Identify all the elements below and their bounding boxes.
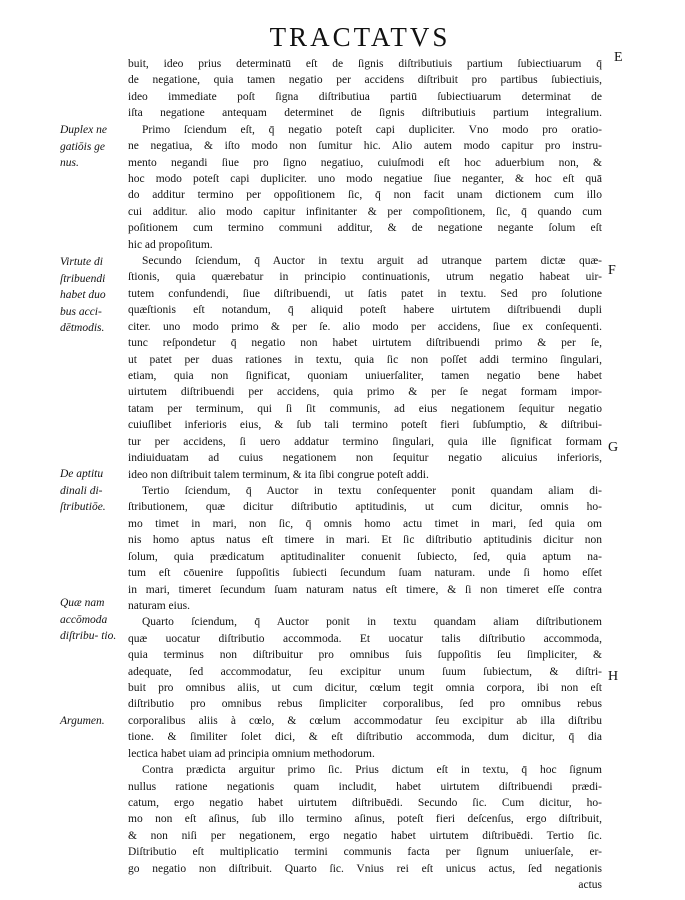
text-line: mo timet in mari, non ſic, q̄ omnis homo actu timet in mari, ſed quia om: [128, 517, 602, 530]
text-line: quia terminus non diſtribuitur pro omnibus ſuis ſuppoſitis ſeu ſimpliciter, &: [128, 649, 602, 662]
text-line: catum, ergo negatio habet uirtutem diſtribuēdi. Secundo ſic. Cum dicitur, ho-: [128, 796, 602, 809]
margin-gloss-accommoda: Quæ nam accōmoda diſtribu- tio.: [60, 597, 117, 642]
margin-letter-f: F: [608, 263, 616, 278]
text-line: diſtributio pro omnibus rebus ſimpliciter corporalibus, ſed pro omnibus rebus: [128, 698, 602, 711]
text-line: uirtutem diſtribuendi per accidens, quia primo & per ſe negat formam impor-: [128, 386, 602, 399]
text-line: iſta negatione antequam determinet de ſignis diſtributiuis partium integralium.: [128, 107, 602, 120]
catchword: actus: [578, 879, 602, 892]
text-line: ſolum, quia prædicatum aptitudinaliter conuenit ſubiecto, ſed, quia aptum na-: [128, 550, 602, 563]
text-line: naturam eius.: [128, 599, 190, 612]
paragraph-contra: [128, 762, 602, 877]
text-line: cui additur. alio modo capitur infinitanter & per compoſitionem, ſic, q̄ quando cum: [128, 205, 602, 218]
text-line: mo non eſt aſinus, ſub illo termino aſinus, poteſt fieri deſcenſus, ergo diſtribuit,: [128, 813, 602, 826]
text-line: buit, ideo prius determinatū eſt de ſignis diſtributiuis partium ſubiectiuarum q̄: [128, 58, 602, 70]
text-line: Primo ſciendum eſt, q̄ negatio poteſt capi dupliciter. Vno modo pro oratio-: [142, 123, 602, 136]
margin-gloss-duplex-negationis: Duplex ne gatiōis ge nus.: [60, 124, 107, 169]
text-line: ideo non diſtribuit talem terminum, & ita ſibi congrue poteſt addi.: [128, 468, 429, 481]
text-line: do additur termino per oppoſitionem ſic, q̄ non facit unam dictionem cum illo: [128, 189, 602, 202]
text-line: ideo immediate poſt ſigna diſtributiua partiū ſubiectiuarum determinat de: [128, 90, 602, 103]
text-line: indiuiduatam ad cuius negationem non ſequitur negatio alicuius inferioris,: [128, 452, 602, 465]
text-line: in mari, timeret ſecundum ſuam naturam natus eſt timere, & ſi non timeret eſſe contra: [128, 583, 602, 596]
main-text-column: [128, 56, 602, 894]
margin-letter-g: G: [608, 440, 619, 455]
paragraph-secundo: [128, 253, 602, 483]
text-line: etiam, quia non ſignificat, quoniam uniuerſaliter, tamen negatio bene habet: [128, 370, 602, 383]
margin-gloss-virtute-distribuendi: Virtute di ſtribuendi habet duo bus acci- dētmodis.: [60, 256, 106, 334]
paragraph-primo: [128, 122, 602, 253]
text-line: & non niſi per negationem, ergo negatio habet uirtutem diſtribuēdi. Tertio ſic.: [128, 829, 602, 842]
catchword-line: [128, 877, 602, 893]
text-line: mento negandi ſiue pro ſigno negatiuo, cuiuſmodi eſt hoc aduerbium non, &: [128, 156, 602, 169]
text-line: hoc modo poteſt capi dupliciter. uno modo negatiue ſiue neganter, & hoc eſt quā: [128, 172, 602, 185]
text-line: Contra prædicta arguitur primo ſic. Prius dictum eſt in textu, q̄ hoc ſignum: [142, 764, 602, 777]
margin-gloss-argumen: Argumen.: [60, 715, 105, 727]
text-line: cuiuſlibet inferioris eius, & ſub tali termino poteſt fieri ſubſumptio, & diſtribui-: [128, 419, 602, 432]
text-line: tunc reſpondetur q̄ negatio non habet uirtutem diſtribuendi primo & per ſe,: [128, 337, 602, 350]
text-line: Secundo ſciendum, q̄ Auctor in textu arguit ad utranque partem dictæ quæ-: [142, 255, 602, 268]
text-line: Tertio ſciendum, q̄ Auctor in textu conſequenter ponit quandam aliam di-: [142, 484, 602, 497]
text-line: Quarto ſciendum, q̄ Auctor ponit in textu quandam aliam diſtributionem: [142, 616, 602, 629]
text-line: Diſtributio eſt multiplicatio termini communis facta per ſignum uniuerſale, er-: [128, 846, 602, 859]
text-line: tum eſt cōuenire ſuppoſitis ſubiecti ſecundum ſuam naturam. unde ſi homo eſſet: [128, 567, 602, 580]
paragraph-tertio: [128, 483, 602, 614]
text-line: tione. & ſimiliter ſolet dici, & eſt diſtributio accommoda, dum dicitur, q̄ dia: [128, 731, 602, 744]
text-line: ne negatiua, & iſto modo non ſumitur hic. Alio autem modo capitur pro instru-: [128, 140, 602, 153]
text-line: lectica habet uiam ad principia omnium methodorum.: [128, 747, 375, 760]
text-line: go negatio non diſtribuit. Quarto ſic. Vnius rei eſt unicus actus, ſed negationis: [128, 862, 602, 875]
text-line: tutem confundendi, ſiue diſtribuendi, ut ſatis patet in textu. Sed pro ſolutione: [128, 287, 602, 300]
text-line: tur per accidens, ſi uero addatur termino ſingulari, quia ille ſignificat formam: [128, 435, 602, 448]
text-line: citer. uno modo primo & per ſe. alio modo per accidens, ſiue ex conſequenti.: [128, 320, 602, 333]
text-line: quæſtionis eſt notandum, q̄ aliquid poteſt habere uirtutem diſtribuendi dupli: [128, 304, 602, 317]
text-line: buit pro omnibus aliis, ut cum dicitur, cœlum tegit omnia corpora, ibi non eſt: [128, 682, 602, 695]
page-header-title: TRACTATVS: [269, 22, 451, 52]
text-line: nullus ratione negationis quam includit, habet uirtutem diſtribuendi prædi-: [128, 780, 602, 793]
margin-letter-e: E: [614, 50, 623, 65]
text-line: ut patet per duas rationes in textu, quia ſic non poſſet addi termino ſingulari,: [128, 353, 602, 366]
text-line: tatam per terminum, qui ſi ſit communis, ad eius negationem ſequitur negatio: [128, 402, 602, 415]
text-line: nis homo aptus natus eſt timere in mari. Et ſic diſtributio aptitudinis dicitur non: [128, 534, 602, 547]
text-line: de negatione, quia tamen negatio per accidens diſtribuit pro partibus ſubiectiuis,: [128, 74, 602, 87]
text-line: quæ uocatur diſtributio accommoda. Et uocatur talis diſtributio accommoda,: [128, 632, 602, 645]
margin-letter-h: H: [608, 669, 619, 684]
paragraph-intro: [128, 56, 602, 122]
text-line: ſtributionem, quæ dicitur diſtributio aptitudinis, ut cum dicitur, omnis ho-: [128, 501, 602, 514]
text-line: poſitionem cum termino communi additur, & de negatione negante ſolum eſt: [128, 222, 602, 235]
margin-gloss-de-aptitudinali: De aptitu dinali di- ſtributiōe.: [60, 468, 106, 513]
text-line: ſtionis, quia quærebatur in principio continuationis, utrum negatio habeat uir-: [128, 271, 602, 284]
text-line: corporalibus aliis à cœlo, & cœlum accommodatur ſeu excipitur ab illa diſtribu: [128, 714, 602, 727]
text-line: adequate, ſed accommodatur, ſeu excipitur unum ſuum ſubiectum, & diſtri-: [128, 665, 602, 678]
text-line: hic ad propoſitum.: [128, 238, 213, 251]
paragraph-quarto: [128, 614, 602, 762]
